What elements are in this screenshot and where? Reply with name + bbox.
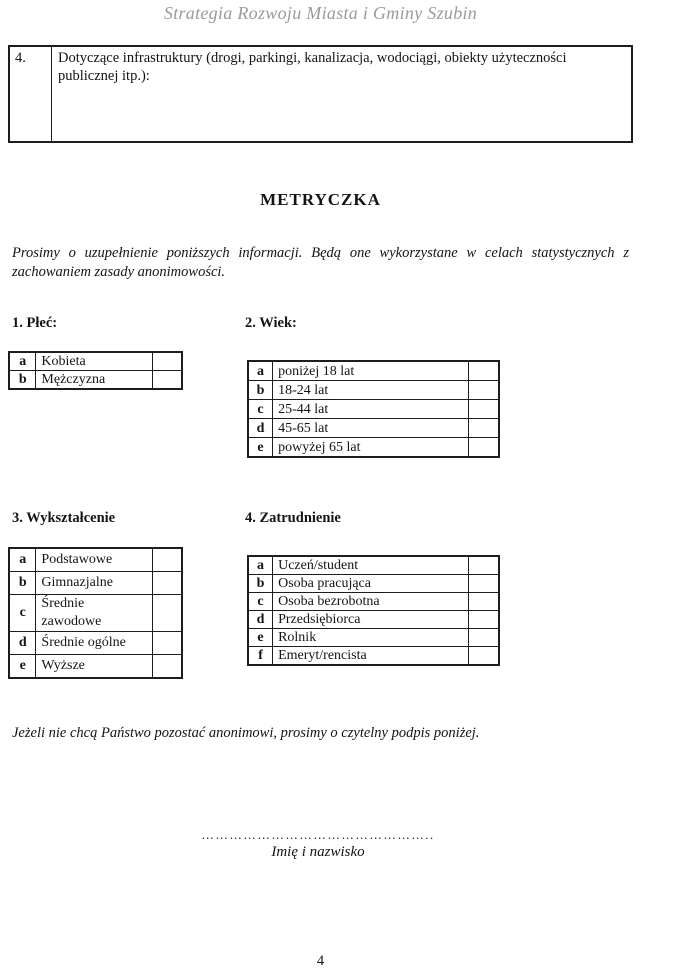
row-label: 25-44 lat	[273, 400, 469, 419]
section-label-zatrudnienie: 4. Zatrudnienie	[245, 510, 341, 526]
row-key: b	[248, 381, 273, 400]
row-key: e	[9, 655, 36, 679]
table-row	[9, 595, 182, 632]
row-key: b	[9, 371, 36, 390]
table-row	[248, 556, 499, 575]
answer-checkbox[interactable]	[153, 572, 182, 595]
row-key: e	[248, 438, 273, 458]
question-4-table	[8, 45, 633, 143]
metryczka-intro-paragraph: Prosimy o uzupełnienie poniższych informacji. Będą one wykorzystane w celach statystycznych z zachowaniem zasady anonimowości.	[12, 245, 629, 280]
row-label: 45-65 lat	[273, 419, 469, 438]
table-row	[9, 352, 182, 371]
page-number: 4	[316, 953, 325, 969]
row-label: Rolnik	[273, 629, 469, 647]
table-row	[9, 655, 182, 679]
row-key: c	[9, 595, 36, 632]
document-header-title: Strategia Rozwoju Miasta i Gminy Szubin	[163, 3, 478, 23]
answer-checkbox[interactable]	[468, 361, 499, 381]
row-label: Mężczyzna	[36, 371, 153, 390]
row-label: Emeryt/rencista	[273, 647, 469, 666]
row-label: Przedsiębiorca	[273, 611, 469, 629]
row-key: d	[248, 611, 273, 629]
row-label: Średnie zawodowe	[36, 595, 153, 632]
row-label: Podstawowe	[36, 548, 153, 572]
question-number: 4.	[9, 46, 52, 142]
answer-checkbox[interactable]	[468, 647, 499, 666]
question-4-text: Dotyczące infrastruktury (drogi, parkingi, kanalizacja, wodociągi, obiekty użyteczności publicznej itp.):	[58, 50, 567, 84]
row-key: c	[248, 593, 273, 611]
row-key: d	[248, 419, 273, 438]
table-row	[9, 371, 182, 390]
table-row	[248, 611, 499, 629]
table-row	[248, 419, 499, 438]
metryczka-title: METRYCZKA	[260, 190, 381, 209]
row-label: Średnie ogólne	[36, 632, 153, 655]
section-label-wyksztalcenie: 3. Wykształcenie	[12, 510, 116, 526]
row-label: powyżej 65 lat	[273, 438, 469, 458]
answer-checkbox[interactable]	[468, 381, 499, 400]
row-key: a	[9, 548, 36, 572]
signature-block	[106, 829, 530, 861]
table-row	[248, 593, 499, 611]
table-row	[9, 572, 182, 595]
answer-checkbox[interactable]	[468, 419, 499, 438]
signature-line[interactable]: …………………………………………..	[201, 828, 435, 842]
row-key: a	[248, 361, 273, 381]
signature-note: Jeżeli nie chcą Państwo pozostać anonimowi, prosimy o czytelny podpis poniżej.	[12, 725, 480, 741]
answer-checkbox[interactable]	[468, 438, 499, 458]
table-row	[9, 632, 182, 655]
table-row	[248, 361, 499, 381]
row-key: b	[9, 572, 36, 595]
answer-checkbox[interactable]	[468, 400, 499, 419]
table-plec	[8, 351, 183, 390]
answer-checkbox[interactable]	[153, 595, 182, 632]
row-label: Gimnazjalne	[36, 572, 153, 595]
row-label: Wyższe	[36, 655, 153, 679]
table-row	[248, 438, 499, 458]
answer-checkbox[interactable]	[153, 352, 182, 371]
answer-checkbox[interactable]	[468, 556, 499, 575]
row-key: b	[248, 575, 273, 593]
table-row	[248, 629, 499, 647]
row-key: d	[9, 632, 36, 655]
row-key: e	[248, 629, 273, 647]
row-key: f	[248, 647, 273, 666]
table-zatrudnienie	[247, 555, 500, 666]
section-label-plec: 1. Płeć:	[12, 315, 58, 331]
table-row	[248, 400, 499, 419]
row-key: c	[248, 400, 273, 419]
row-label: Osoba pracująca	[273, 575, 469, 593]
row-label: Uczeń/student	[273, 556, 469, 575]
row-key: a	[248, 556, 273, 575]
answer-checkbox[interactable]	[468, 611, 499, 629]
table-wiek	[247, 360, 500, 458]
table-row	[248, 647, 499, 666]
table-wyksztalcenie	[8, 547, 183, 679]
question-4-answer-area[interactable]	[52, 46, 633, 142]
answer-checkbox[interactable]	[468, 575, 499, 593]
row-label: 18-24 lat	[273, 381, 469, 400]
row-label: Osoba bezrobotna	[273, 593, 469, 611]
answer-checkbox[interactable]	[153, 655, 182, 679]
answer-checkbox[interactable]	[468, 629, 499, 647]
answer-checkbox[interactable]	[153, 632, 182, 655]
table-row	[248, 575, 499, 593]
signature-caption: Imię i nazwisko	[271, 844, 365, 860]
question-4-row	[9, 46, 632, 142]
row-label: poniżej 18 lat	[273, 361, 469, 381]
answer-checkbox[interactable]	[153, 371, 182, 390]
row-label: Kobieta	[36, 352, 153, 371]
table-row	[248, 381, 499, 400]
answer-checkbox[interactable]	[153, 548, 182, 572]
answer-checkbox[interactable]	[468, 593, 499, 611]
table-row	[9, 548, 182, 572]
row-key: a	[9, 352, 36, 371]
section-label-wiek: 2. Wiek:	[245, 315, 297, 331]
